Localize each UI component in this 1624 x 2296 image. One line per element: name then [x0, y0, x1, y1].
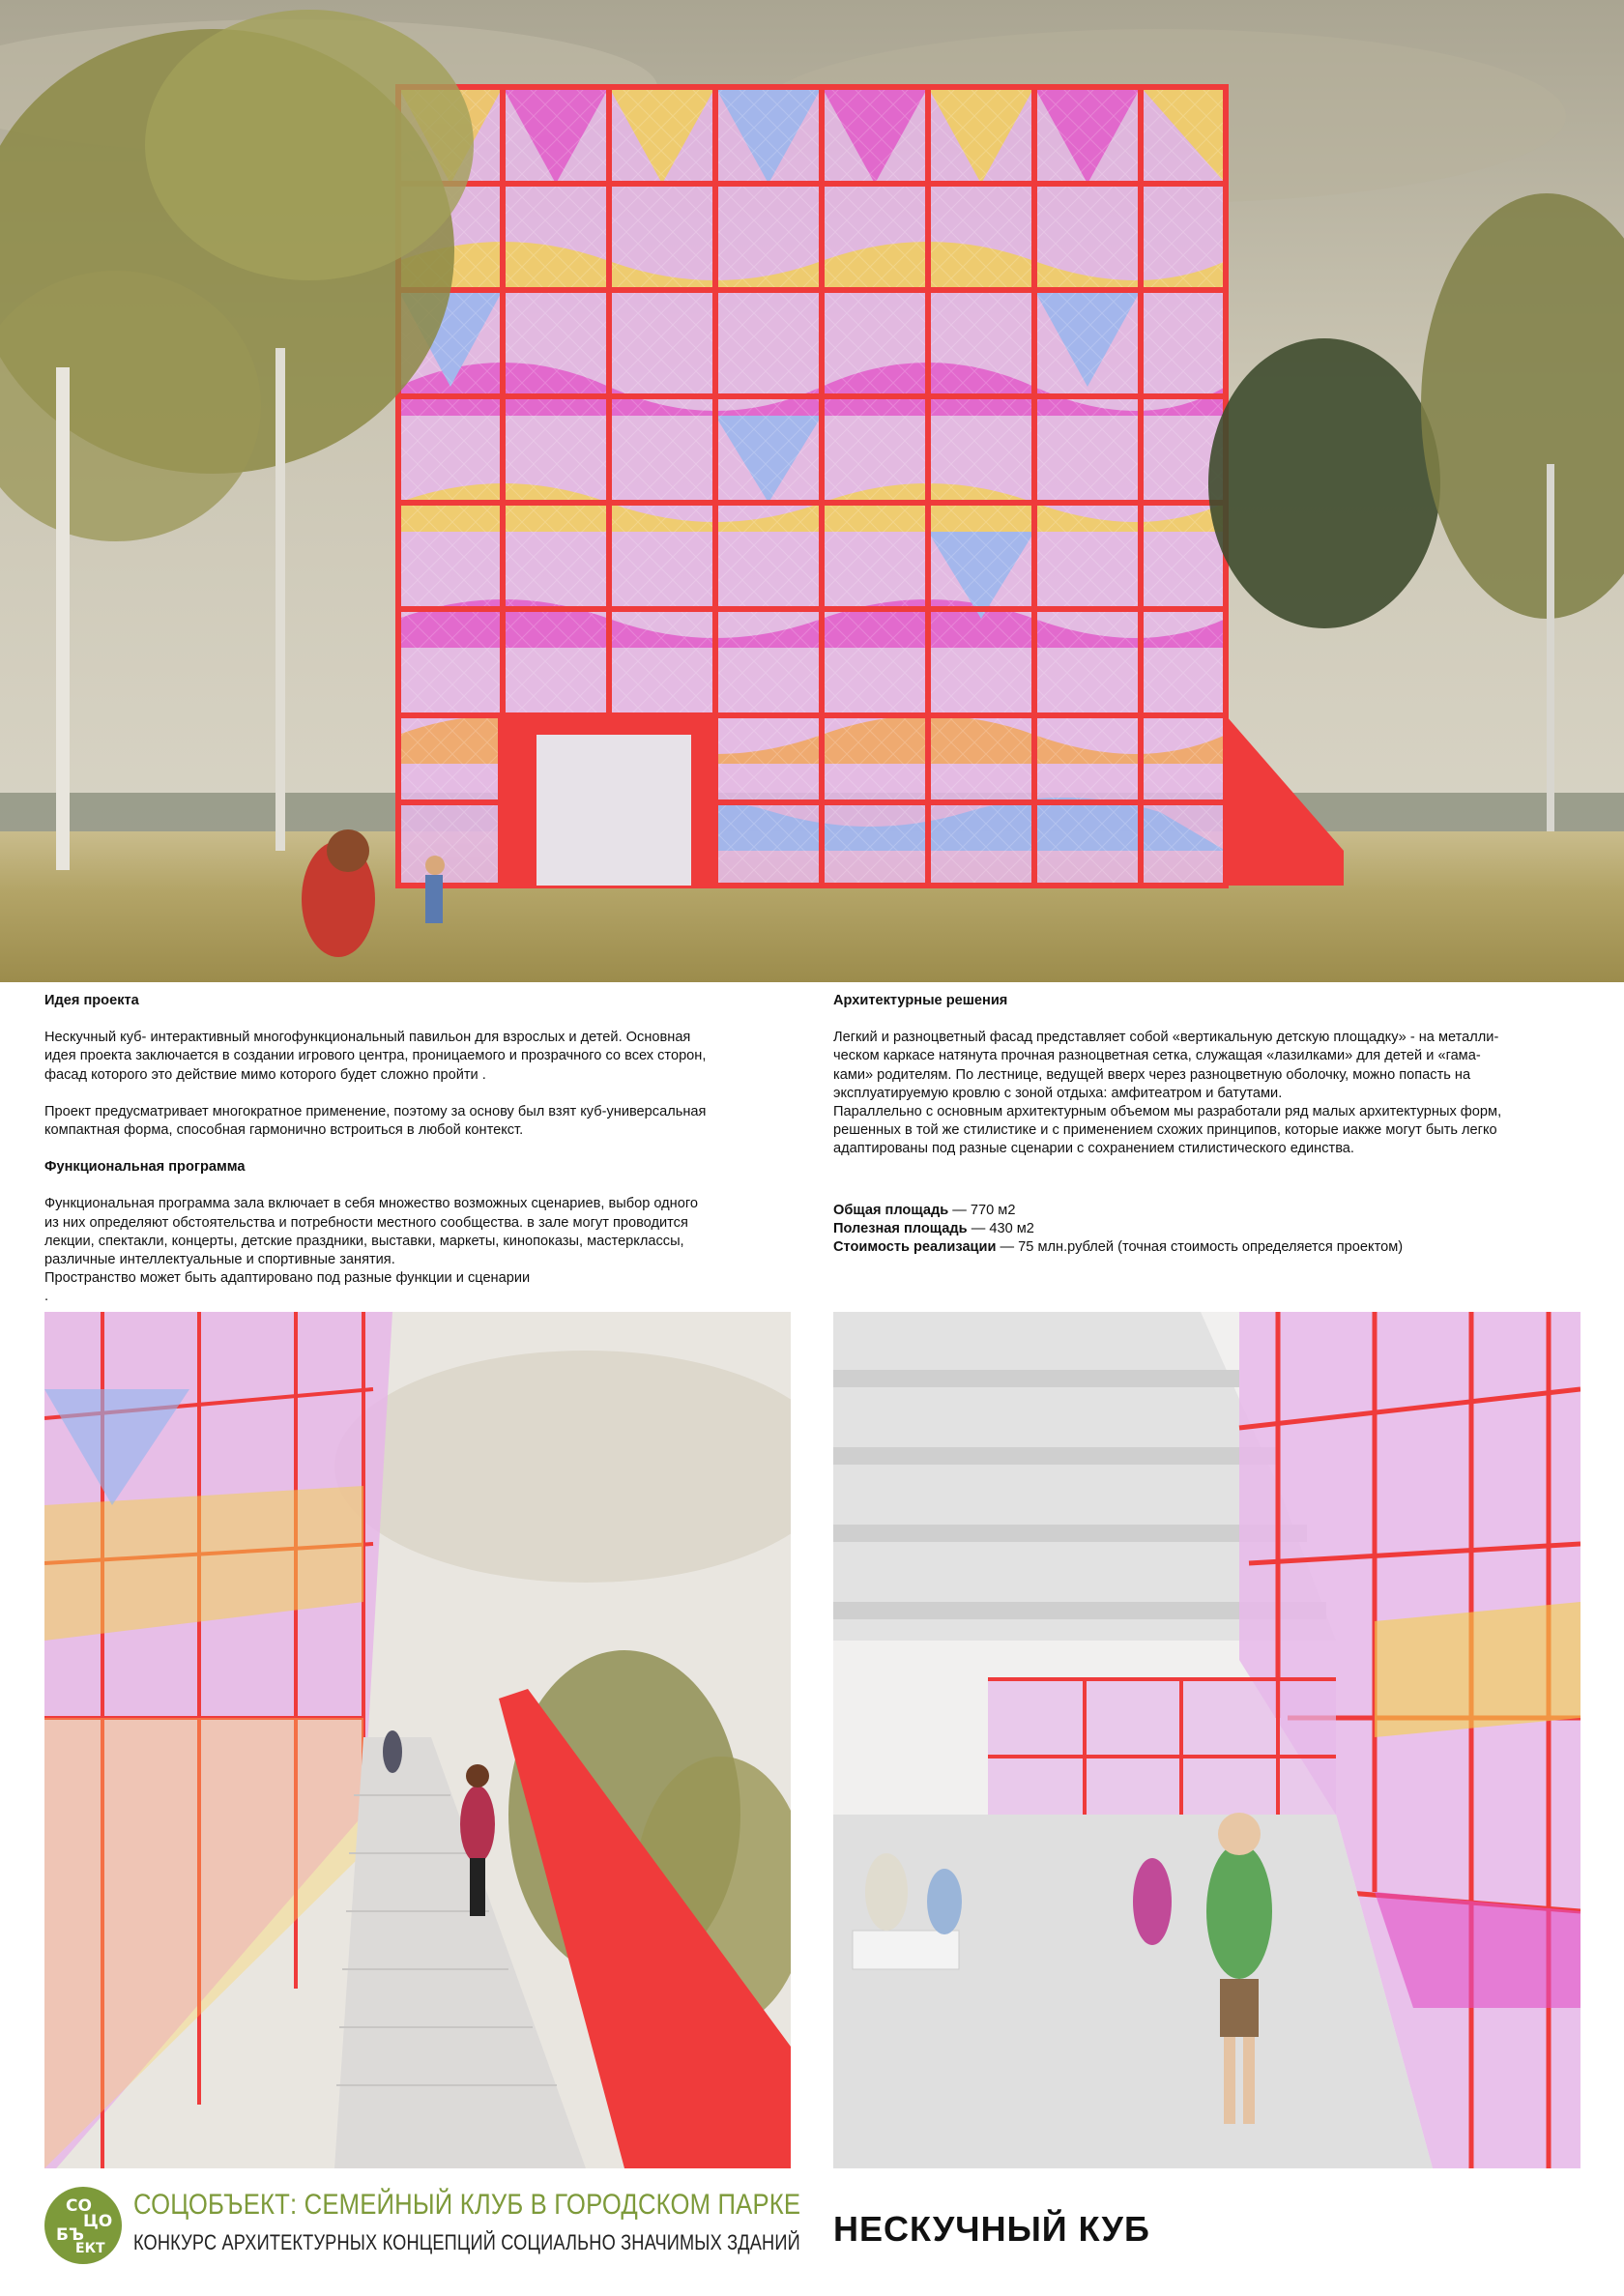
idea-paragraph-1: Нескучный куб- интерактивный многофункциональный павильон для взрослых и детей. Основная идея проекта заключается в создании игрового центра, проницаемого и прозрачного со всех сторон, фасад которого это действие мимо которого будет сложно пройти . — [44, 1030, 707, 1083]
stat-cost: Стоимость реализации — 75 млн.рублей (точная стоимость определяется проектом) — [833, 1239, 1404, 1256]
competition-subtitle: КОНКУРС АРХИТЕКТУРНЫХ КОНЦЕПЦИЙ СОЦИАЛЬНО ЗНАЧИМЫХ ЗДАНИЙ — [133, 2230, 800, 2254]
stair-render-image — [44, 1312, 791, 2168]
program-paragraph: Функциональная программа зала включает в себя множество возможных сценариев, выбор одного из них определяют обстоятельства и потребности местного сообщества. в зале могут проводится лекции, спектакли, концерты, детские праздники, выставки, маркеты, кинопоказы, мастерклассы, различные интеллектуальные и спортивные занятия. Пространство может быть адаптировано под разные функции и сценарии . — [44, 1196, 698, 1305]
logo-letters-1: СО — [66, 2196, 92, 2216]
hero-render-image — [0, 0, 1624, 982]
project-stats — [833, 1202, 1587, 1258]
interior-render-image — [833, 1312, 1580, 2168]
stat-useful-area: Полезная площадь — 430 м2 — [833, 1221, 1034, 1237]
logo-letters-3: БЪ — [56, 2225, 84, 2245]
right-text-column — [833, 992, 1587, 1177]
idea-paragraph-2: Проект предусматривает многократное применение, поэтому за основу был взят куб-универсальная компактная форма, способная гармонично встроиться в любой контекст. — [44, 1103, 707, 1139]
hero-render-illustration — [0, 0, 1624, 982]
arch-paragraph: Легкий и разноцветный фасад представляет собой «вертикальную детскую площадку» - на металли- ческом каркасе натянута прочная разноцветная сетка, служащая «лазилками» для детей и «гама- ками» родителям. По лестнице, ведущей вверх через разноцветную оболочку, можно попасть на эксплуатируемую кровлю с зоной отдыха: амфитеатром и батутами. Параллельно с основным архитектурным объемом мы разработали ряд малых архитектурных форм, решенных в той же стилистике и с применением схожих принципов, которые иакже могут быть легко адаптированы под разные сценарии с сохранением стилистического единства. — [833, 1030, 1502, 1157]
program-heading: Функциональная программа — [44, 1159, 246, 1176]
project-title: НЕСКУЧНЫЙ КУБ — [833, 2209, 1150, 2249]
competition-title: СОЦОБЪЕКТ: СЕМЕЙНЫЙ КЛУБ В ГОРОДСКОМ ПАРКЕ — [133, 2189, 801, 2221]
idea-heading: Идея проекта — [44, 993, 139, 1008]
logo-letters-2: ЦО — [83, 2212, 113, 2231]
left-text-column — [44, 992, 798, 1325]
competition-logo — [44, 2187, 122, 2264]
cube-facade — [398, 87, 1344, 886]
arch-heading: Архитектурные решения — [833, 993, 1008, 1008]
logo-letters-4: ЕКТ — [75, 2241, 105, 2256]
stat-total-area: Общая площадь — 770 м2 — [833, 1203, 1016, 1218]
